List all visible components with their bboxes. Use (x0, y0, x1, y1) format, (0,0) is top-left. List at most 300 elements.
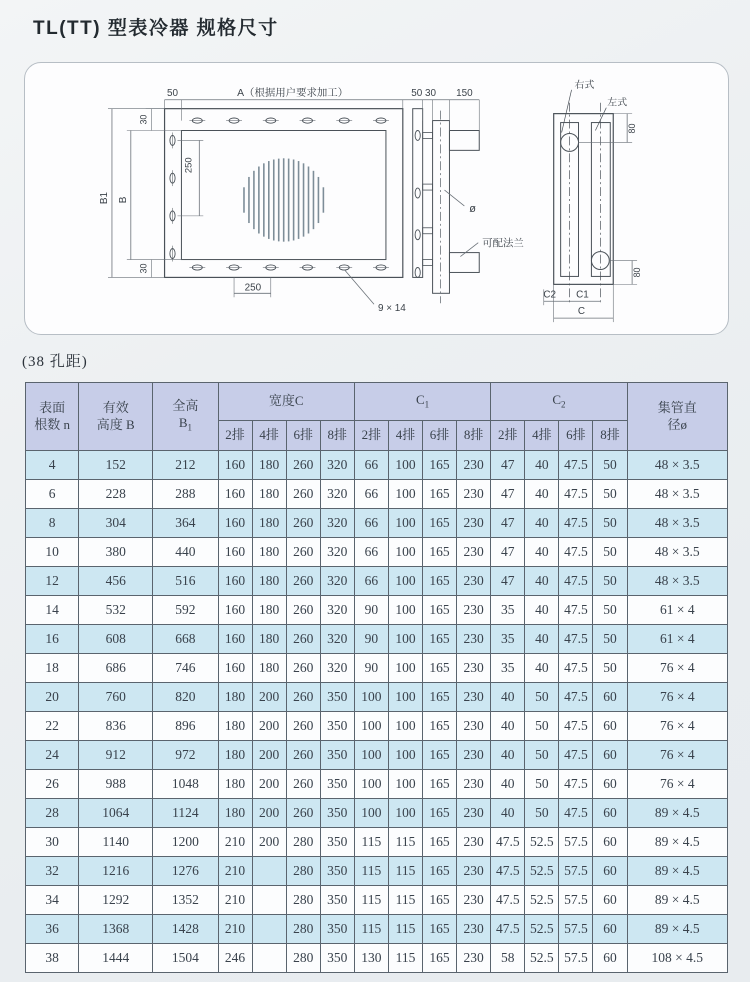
table-cell: 320 (320, 625, 354, 654)
table-cell: 230 (457, 712, 491, 741)
table-cell: 47.5 (559, 509, 593, 538)
table-cell: 165 (423, 944, 457, 973)
table-cell: 115 (388, 857, 422, 886)
table-cell: 260 (286, 451, 320, 480)
fin (423, 184, 433, 190)
table-cell: 160 (218, 567, 252, 596)
table-cell: 246 (218, 944, 252, 973)
table-cell: 180 (252, 567, 286, 596)
table-cell: 90 (354, 654, 388, 683)
table-cell: 50 (593, 509, 627, 538)
table-cell: 180 (252, 654, 286, 683)
table-cell: 4 (26, 451, 79, 480)
table-cell: 57.5 (559, 828, 593, 857)
table-cell: 165 (423, 567, 457, 596)
table-cell: 50 (593, 654, 627, 683)
top-slot-row (189, 118, 389, 123)
table-cell: 1504 (153, 944, 218, 973)
table-cell: 288 (153, 480, 218, 509)
table-cell: 76 × 4 (627, 741, 727, 770)
table-row (26, 538, 728, 567)
dim-80-top: 80 (627, 123, 638, 134)
table-row (26, 944, 728, 973)
table-cell: 115 (388, 886, 422, 915)
table-cell: 180 (252, 509, 286, 538)
table-cell: 350 (320, 683, 354, 712)
table-cell: 47.5 (491, 915, 525, 944)
dim-50-30: 50 30 (411, 87, 437, 99)
table-cell: 52.5 (525, 944, 559, 973)
col-header-rows: 8排 (593, 421, 627, 451)
table-cell: 66 (354, 538, 388, 567)
table-cell: 350 (320, 799, 354, 828)
table-cell: 20 (26, 683, 79, 712)
table-cell: 350 (320, 741, 354, 770)
col-header-rows: 4排 (252, 421, 286, 451)
pipe-stub-bottom (449, 253, 479, 273)
table-cell: 40 (525, 567, 559, 596)
table-cell: 60 (593, 915, 627, 944)
table-cell: 61 × 4 (627, 596, 727, 625)
table-cell: 16 (26, 625, 79, 654)
table-cell: 47.5 (559, 567, 593, 596)
table-cell: 260 (286, 770, 320, 799)
table-cell: 100 (388, 683, 422, 712)
table-cell: 50 (593, 451, 627, 480)
table-cell: 47 (491, 538, 525, 567)
table-row (26, 799, 728, 828)
table-cell: 532 (79, 596, 153, 625)
table-cell: 1368 (79, 915, 153, 944)
table-cell: 47.5 (559, 770, 593, 799)
table-cell: 52.5 (525, 915, 559, 944)
table-cell: 28 (26, 799, 79, 828)
table-cell: 40 (525, 480, 559, 509)
table-cell: 35 (491, 654, 525, 683)
table-cell: 668 (153, 625, 218, 654)
table-row (26, 683, 728, 712)
table-cell: 210 (218, 828, 252, 857)
group-header-c2: $C_2$ (491, 383, 627, 421)
table-cell: 165 (423, 799, 457, 828)
table-cell: 57.5 (559, 944, 593, 973)
col-header-rows: 6排 (286, 421, 320, 451)
table-cell: 60 (593, 683, 627, 712)
table-cell: 130 (354, 944, 388, 973)
table-cell: 1064 (79, 799, 153, 828)
table-cell: 180 (218, 712, 252, 741)
table-cell: 320 (320, 654, 354, 683)
table-cell: 516 (153, 567, 218, 596)
table-cell: 180 (218, 683, 252, 712)
table-row (26, 596, 728, 625)
table-cell: 165 (423, 480, 457, 509)
table-cell: 50 (593, 480, 627, 509)
col-header-rows: 2排 (491, 421, 525, 451)
table-cell: 686 (79, 654, 153, 683)
table-cell: 47.5 (491, 828, 525, 857)
dim-b1: B1 (98, 191, 110, 205)
table-cell: 1444 (79, 944, 153, 973)
table-cell: 40 (525, 654, 559, 683)
table-cell: 364 (153, 509, 218, 538)
dim-50-left: 50 (166, 87, 179, 99)
table-row (26, 915, 728, 944)
table-cell: 60 (593, 770, 627, 799)
right-type-label: 右式 (574, 79, 595, 91)
table-cell: 165 (423, 712, 457, 741)
table-cell: 76 × 4 (627, 683, 727, 712)
table-cell: 152 (79, 451, 153, 480)
table-cell: 115 (354, 915, 388, 944)
table-cell: 8 (26, 509, 79, 538)
col-header-rows: 6排 (559, 421, 593, 451)
table-cell: 90 (354, 596, 388, 625)
table-cell: 200 (252, 799, 286, 828)
table-cell: 40 (525, 596, 559, 625)
table-cell: 60 (593, 886, 627, 915)
table-cell: 180 (218, 741, 252, 770)
tube-bank-right (591, 123, 610, 277)
side-view (554, 90, 614, 305)
table-cell: 47.5 (559, 799, 593, 828)
table-cell: 115 (388, 828, 422, 857)
table-cell: 47.5 (559, 625, 593, 654)
table-cell: 200 (252, 683, 286, 712)
table-cell: 1276 (153, 857, 218, 886)
table-cell: 100 (354, 799, 388, 828)
table-cell: 260 (286, 509, 320, 538)
table-cell: 100 (388, 567, 422, 596)
col-header-rows: 6排 (423, 421, 457, 451)
table-row (26, 480, 728, 509)
table-cell: 100 (388, 538, 422, 567)
group-header-width-c: 宽度C (218, 383, 354, 421)
table-cell: 230 (457, 944, 491, 973)
dim-250-left: 250 (182, 157, 194, 174)
table-cell: 24 (26, 741, 79, 770)
table-cell: 165 (423, 886, 457, 915)
col-header-rows: 4排 (525, 421, 559, 451)
table-cell: 260 (286, 799, 320, 828)
table-cell: 100 (388, 480, 422, 509)
table-cell: 280 (286, 915, 320, 944)
left-slot-column (170, 132, 175, 261)
table-cell: 48 × 3.5 (627, 480, 727, 509)
dim-b: B (117, 196, 129, 204)
table-cell: 50 (593, 538, 627, 567)
table-cell: 40 (525, 538, 559, 567)
table-cell: 40 (491, 770, 525, 799)
table-cell: 50 (593, 596, 627, 625)
table-cell: 260 (286, 596, 320, 625)
table-cell: 61 × 4 (627, 625, 727, 654)
hole-spec-label: 9 × 14 (377, 303, 406, 315)
table-cell: 47.5 (559, 683, 593, 712)
table-cell: 456 (79, 567, 153, 596)
col-header-rows: 8排 (457, 421, 491, 451)
table-cell: 47.5 (559, 451, 593, 480)
table-row (26, 654, 728, 683)
table-cell: 1352 (153, 886, 218, 915)
table-cell: 52.5 (525, 857, 559, 886)
table-cell: 320 (320, 451, 354, 480)
table-cell: 115 (354, 828, 388, 857)
table-cell: 350 (320, 828, 354, 857)
col-header-surface-rows: 表面 根数 n (26, 383, 79, 451)
table-row (26, 451, 728, 480)
table-cell: 47.5 (559, 712, 593, 741)
left-type-label: 左式 (607, 97, 628, 109)
table-cell: 320 (320, 480, 354, 509)
table-cell: 66 (354, 451, 388, 480)
table-cell: 165 (423, 683, 457, 712)
table-cell: 165 (423, 770, 457, 799)
drawing-panel (24, 62, 729, 335)
table-cell: 50 (593, 567, 627, 596)
table-cell: 6 (26, 480, 79, 509)
table-cell: 1200 (153, 828, 218, 857)
table-cell: 260 (286, 654, 320, 683)
table-cell: 100 (354, 770, 388, 799)
table-cell: 260 (286, 683, 320, 712)
table-cell: 200 (252, 770, 286, 799)
header-pipe (433, 121, 450, 294)
table-cell: 165 (423, 828, 457, 857)
table-cell: 180 (218, 799, 252, 828)
table-cell: 280 (286, 857, 320, 886)
table-cell: 57.5 (559, 857, 593, 886)
table-cell: 160 (218, 451, 252, 480)
col-header-rows: 2排 (354, 421, 388, 451)
table-row (26, 857, 728, 886)
table-cell: 228 (79, 480, 153, 509)
table-cell: 972 (153, 741, 218, 770)
table-row (26, 567, 728, 596)
table-cell: 230 (457, 654, 491, 683)
table-cell: 47.5 (559, 538, 593, 567)
table-cell: 76 × 4 (627, 712, 727, 741)
table-cell: 76 × 4 (627, 770, 727, 799)
table-cell: 320 (320, 596, 354, 625)
table-cell: 100 (388, 451, 422, 480)
table-cell: 165 (423, 741, 457, 770)
table-row (26, 509, 728, 538)
table-cell: 47 (491, 567, 525, 596)
spec-table (25, 382, 728, 973)
table-cell: 280 (286, 944, 320, 973)
table-cell: 115 (354, 857, 388, 886)
dim-250-bottom: 250 (244, 282, 262, 294)
table-cell: 14 (26, 596, 79, 625)
table-cell: 350 (320, 712, 354, 741)
table-cell: 440 (153, 538, 218, 567)
table-cell: 320 (320, 567, 354, 596)
table-cell: 40 (525, 625, 559, 654)
table-cell: 50 (525, 799, 559, 828)
table-cell: 988 (79, 770, 153, 799)
dim-c: C (577, 306, 586, 318)
table-cell: 52.5 (525, 886, 559, 915)
table-cell: 66 (354, 509, 388, 538)
side-outline (554, 114, 614, 285)
table-cell: 89 × 4.5 (627, 828, 727, 857)
table-cell: 66 (354, 480, 388, 509)
table-cell: 36 (26, 915, 79, 944)
table-cell: 26 (26, 770, 79, 799)
table-cell: 180 (252, 625, 286, 654)
table-cell (252, 886, 286, 915)
table-cell: 48 × 3.5 (627, 451, 727, 480)
table-cell: 165 (423, 857, 457, 886)
table-cell: 108 × 4.5 (627, 944, 727, 973)
table-cell: 200 (252, 712, 286, 741)
table-cell: 230 (457, 480, 491, 509)
col-header-total-height: 全高 $B_1$ (153, 383, 218, 451)
right-slot-column (415, 131, 420, 278)
table-cell: 230 (457, 538, 491, 567)
dim-80-bottom: 80 (632, 267, 643, 278)
table-cell: 350 (320, 944, 354, 973)
table-cell: 38 (26, 944, 79, 973)
table-cell: 57.5 (559, 915, 593, 944)
table-cell: 230 (457, 567, 491, 596)
table-cell: 10 (26, 538, 79, 567)
table-cell: 180 (252, 596, 286, 625)
table-cell: 165 (423, 451, 457, 480)
table-cell: 100 (388, 654, 422, 683)
table-cell: 230 (457, 799, 491, 828)
flange-note: 可配法兰 (482, 238, 524, 250)
dim-a-label: A（根据用户要求加工） (237, 87, 349, 99)
table-cell: 66 (354, 567, 388, 596)
table-cell: 47 (491, 509, 525, 538)
table-cell: 40 (491, 741, 525, 770)
table-cell: 50 (525, 741, 559, 770)
table-cell: 60 (593, 944, 627, 973)
table-cell: 40 (525, 451, 559, 480)
table-cell: 47 (491, 480, 525, 509)
table-cell: 746 (153, 654, 218, 683)
table-cell (252, 857, 286, 886)
table-cell: 100 (388, 741, 422, 770)
table-cell: 260 (286, 480, 320, 509)
table-row (26, 886, 728, 915)
right-flange-strip (413, 109, 423, 278)
table-cell: 230 (457, 509, 491, 538)
table-cell: 280 (286, 828, 320, 857)
table-cell: 1048 (153, 770, 218, 799)
table-cell: 60 (593, 828, 627, 857)
table-cell: 100 (388, 799, 422, 828)
table-cell: 160 (218, 596, 252, 625)
table-cell: 57.5 (559, 886, 593, 915)
dim-30-top: 30 (138, 114, 149, 125)
table-cell: 210 (218, 915, 252, 944)
table-cell: 100 (388, 625, 422, 654)
table-cell: 22 (26, 712, 79, 741)
dim-30-bottom: 30 (138, 263, 149, 274)
table-cell: 160 (218, 654, 252, 683)
table-cell: 1140 (79, 828, 153, 857)
table-cell: 32 (26, 857, 79, 886)
table-cell: 100 (388, 770, 422, 799)
table-cell: 165 (423, 915, 457, 944)
table-cell: 1428 (153, 915, 218, 944)
table-cell: 180 (252, 480, 286, 509)
table-cell: 35 (491, 625, 525, 654)
table-cell: 48 × 3.5 (627, 538, 727, 567)
table-cell: 160 (218, 625, 252, 654)
table-cell: 115 (354, 886, 388, 915)
table-cell: 836 (79, 712, 153, 741)
table-cell: 165 (423, 625, 457, 654)
table-cell: 89 × 4.5 (627, 886, 727, 915)
table-cell: 1216 (79, 857, 153, 886)
table-cell: 30 (26, 828, 79, 857)
table-cell: 304 (79, 509, 153, 538)
table-cell: 50 (525, 770, 559, 799)
table-cell: 165 (423, 538, 457, 567)
table-cell: 230 (457, 683, 491, 712)
table-cell: 50 (593, 625, 627, 654)
table-cell: 160 (218, 509, 252, 538)
table-cell: 180 (218, 770, 252, 799)
front-view (165, 109, 480, 294)
table-cell: 896 (153, 712, 218, 741)
table-cell: 230 (457, 828, 491, 857)
table-caption: (38 孔距) (22, 354, 88, 370)
table-cell: 47.5 (559, 741, 593, 770)
table-cell: 50 (525, 712, 559, 741)
table-cell: 50 (525, 683, 559, 712)
table-cell: 210 (218, 857, 252, 886)
table-cell: 40 (491, 712, 525, 741)
table-cell: 100 (354, 712, 388, 741)
table-cell: 230 (457, 741, 491, 770)
table-cell: 48 × 3.5 (627, 567, 727, 596)
table-cell: 58 (491, 944, 525, 973)
table-cell: 260 (286, 741, 320, 770)
table-cell: 100 (388, 712, 422, 741)
table-cell: 180 (252, 451, 286, 480)
table-cell: 60 (593, 799, 627, 828)
table-cell: 165 (423, 654, 457, 683)
fin (423, 260, 433, 266)
table-cell: 89 × 4.5 (627, 857, 727, 886)
table-cell (252, 915, 286, 944)
table-cell: 40 (491, 799, 525, 828)
pipe-stub-top (449, 131, 479, 151)
dim-150: 150 (456, 87, 473, 99)
spec-table-body (26, 451, 728, 973)
col-header-rows: 4排 (388, 421, 422, 451)
table-cell: 380 (79, 538, 153, 567)
table-cell: 47.5 (559, 480, 593, 509)
coil-hatch-circle (244, 158, 323, 241)
table-cell: 350 (320, 770, 354, 799)
table-row (26, 712, 728, 741)
bolt-slots (170, 118, 420, 277)
col-header-effective-height: 有效 高度 B (79, 383, 153, 451)
table-cell: 200 (252, 741, 286, 770)
technical-drawing (25, 63, 728, 334)
table-cell: 592 (153, 596, 218, 625)
table-cell: 47.5 (491, 857, 525, 886)
bottom-slot-row (189, 265, 389, 270)
table-cell: 260 (286, 567, 320, 596)
table-cell: 100 (354, 683, 388, 712)
